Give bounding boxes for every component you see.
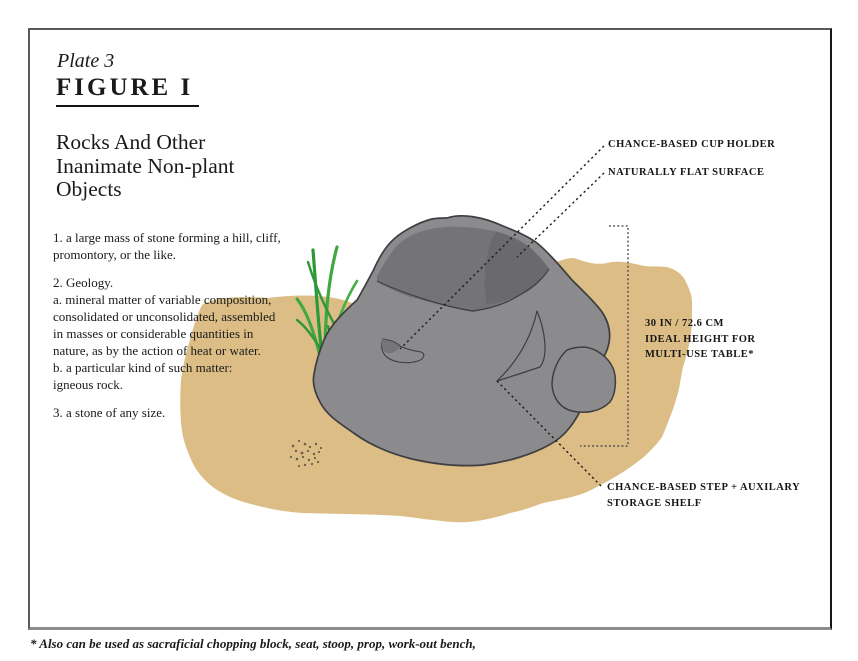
figure-number: FIGURE I: [56, 74, 199, 107]
definition-3: 3. a stone of any size.: [53, 405, 166, 420]
definition-1: 1. a large mass of stone forming a hill, cliff, promontory, or the like.: [53, 230, 281, 262]
label-flat-surface: NATURALLY FLAT SURFACE: [608, 167, 765, 178]
page-title: Rocks And Other Inanimate Non-plant Objects: [56, 130, 235, 201]
label-table-height: 30 IN / 72.6 CM IDEAL HEIGHT FOR MULTI-USE TABLE*: [645, 318, 756, 360]
definition-2: 2. Geology. a. mineral matter of variable composition, consolidated or unconsolidated, assembled in masses or considerable quantities in nature, as by the action of heat or water. b. a particular kind of such matter: igneous rock.: [53, 275, 276, 392]
small-rock: [552, 347, 615, 412]
label-step-shelf: CHANCE-BASED STEP + AUXILARY STORAGE SHELF: [607, 482, 801, 509]
footnote: * Also can be used as sacraficial chopping block, seat, stoop, prop, work-out bench,: [30, 636, 476, 651]
plate-number: Plate 3: [57, 50, 115, 72]
definition-list: [53, 229, 313, 432]
label-cup-holder: CHANCE-BASED CUP HOLDER: [608, 139, 776, 150]
